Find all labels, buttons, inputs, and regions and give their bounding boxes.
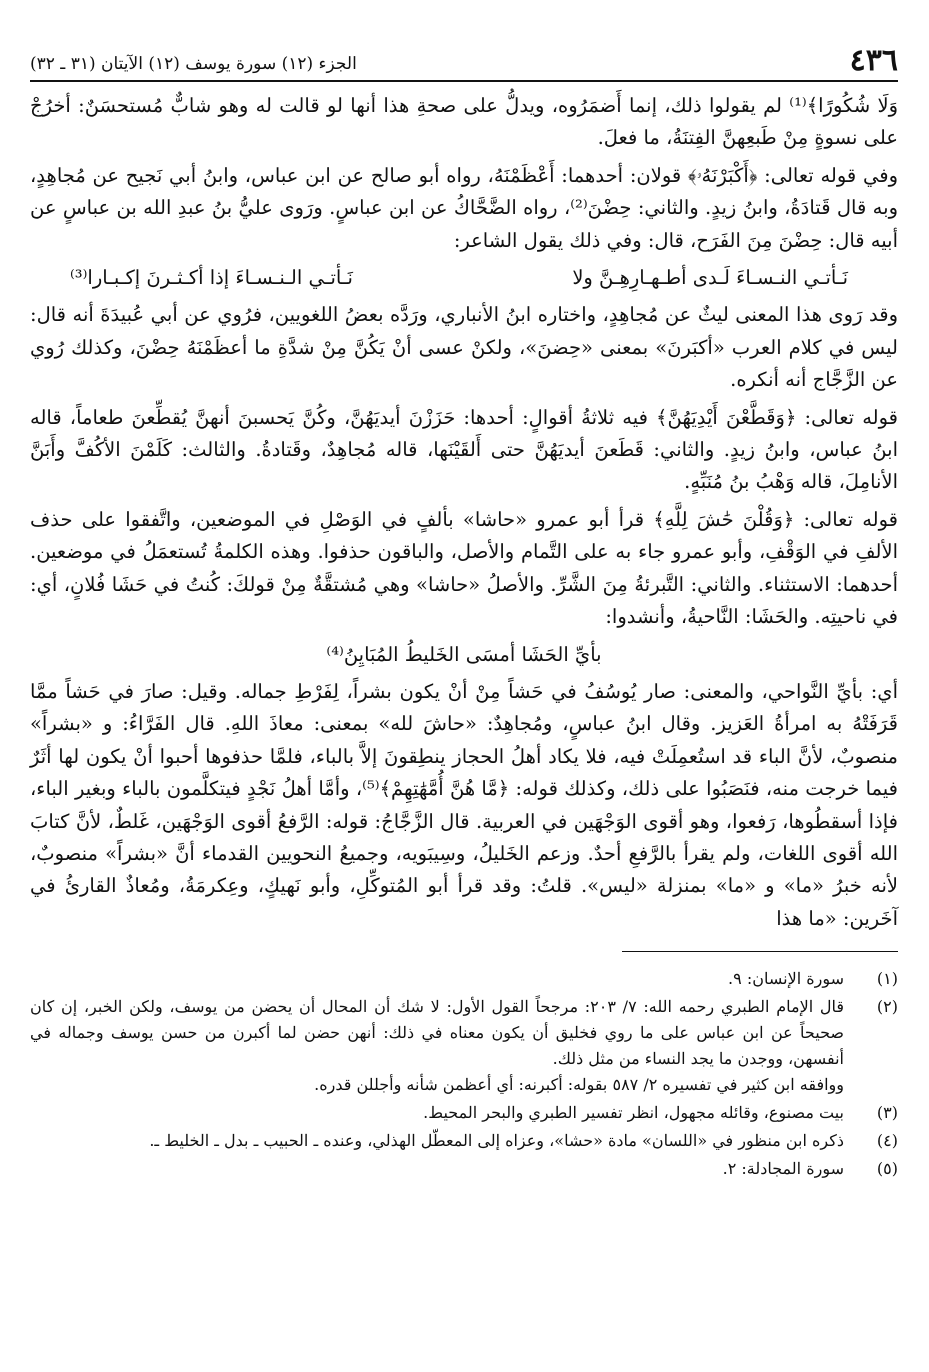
paragraph: قوله تعالى: ﴿وَقُلْنَ حَٰشَ لِلَّهِ﴾ قرأ أبو عمرو «حاشا» بألفٍ في الوَصْلِ في الموضعين، واتَّفقوا على حذف الألفِ في الوَقْفِ، وأبو عمرو جاء به على التَّمام والأصل، والباقون حذفوا. وهذه الكلمةُ تُستعمَلُ في موضعين. أحدهما: الاستثناء. والثاني: التَّبرئةُ مِنَ الشَّرِّ. والأصلُ «حاشا» وهي مُشتقَّةٌ مِنْ قولكَ: كُنتُ في حَشَا فُلانٍ، أي: في ناحيتِه. والحَشَا: النَّاحيةُ، وأنشدوا:: [30, 507, 898, 629]
footnote-number: (٣): [876, 1103, 898, 1123]
footnote-number: (٤): [876, 1131, 898, 1151]
poetry-verse: [30, 262, 898, 294]
paragraph: وقد رَوى هذا المعنى ليثٌ عن مُجاهِدٍ، واختاره ابنُ الأنباري، ورَدَّه بعضُ اللغويين، فرُوي عن أبي عُبيدَةَ أنه قال: ليس في كلام العرب «أكبَرنَ» بمعنى «حِضنَ»، ولكنْ عسى أنْ يَكُنَّ مِنْ شدَّةِ ما أعظَمْنَهُ حِضْنَ، وكذلك رُوي عن الزَّجَّاج أنه أنكره.: [30, 303, 898, 392]
footnotes: [30, 966, 898, 1182]
footnote-line: سورة المجادلة: ٢.: [722, 1159, 844, 1179]
footnote-line: سورة الإنسان: ٩.: [728, 969, 844, 989]
footnote-text: [30, 1156, 844, 1182]
footnote-number: (١): [876, 969, 898, 989]
running-head: الجزء (١٢) سورة يوسف (١٢) الآيتان (٣١ ـ ٣٢): [30, 54, 357, 74]
page: [30, 34, 898, 1184]
poetry-half-verse: بأيِّ الحَشَا أمسَى الخَليطُ المُبَايِنُ⁽⁴⁾: [326, 642, 602, 666]
footnote-text: [30, 994, 844, 1098]
footnote-text: [30, 1128, 844, 1154]
paragraph: وفي قوله تعالى: ﴿أَكْبَرْنَهُۥ﴾ قولان: أحدهما: أَعْظَمْنَهُ، رواه أبو صالح عن ابن عباس، وابنُ أبي نَجيح عن مُجاهِدٍ، وبه قال قَتادَةُ، وابنُ زيدٍ. والثاني: حِضْنَ⁽²⁾، رواه الضَّحَّاكُ عن ابن عباسٍ. ورَوى عليُّ بنُ عبدِ الله بن عباسٍ عن أبيه قال: حِضْنَ مِنَ الفَرَح، قال: وفي ذلك يقول الشاعر:: [30, 163, 898, 252]
page-number: ٤٣٦: [849, 43, 898, 78]
footnote-line: بيت مصنوع، وقائله مجهول، انظر تفسير الطبري والبحر المحيط.: [423, 1103, 844, 1123]
footnote-number: (٢): [876, 997, 898, 1017]
footnote: [30, 1100, 898, 1126]
footnote: [30, 1128, 898, 1154]
paragraph: قوله تعالى: ﴿وَقَطَّعْنَ أَيْدِيَهُنَّ﴾ فيه ثلاثةُ أقوالٍ: أحدها: حَزَزْنَ أيديَهُنَّ، وكُنَّ يَحسبنَ أنهنَّ يُقطِّعنَ طعاماً، قاله ابنُ عباس، وابنُ زيدٍ. والثاني: قَطَعنَ أيديَهُنَّ حتى أَلقَيْنَها، قاله مُجاهِدٌ، وقَتادةُ. والثالث: كَلَمْنَ الأكُفَّ وأَبَنَّ الأنامِلَ، قاله وَهْبُ بنُ مُنَبِّهٍ.: [30, 405, 898, 494]
footnote-separator: [622, 951, 898, 952]
footnote-number: (٥): [876, 1159, 898, 1179]
page-header: [30, 34, 898, 82]
footnote-text: [30, 1100, 844, 1126]
footnote: [30, 994, 898, 1098]
paragraph: أي: بأيِّ النَّواحي، والمعنى: صار يُوسُفُ في حَشاً مِنْ أنْ يكون بشراً، لِفَرْطِ جماله. وقيل: صارَ في حَشاً ممَّا قَرَفَتْهُ به امرأةُ العَزيز. وقال ابنُ عباسٍ، ومُجاهِدٌ: «حاشَ لله» بمعنى: معاذَ اللهِ. قال الفَرَّاءُ: و «بشراً» منصوبٌ، لأنَّ الباء قد استُعمِلَتْ فيه، فلا يكاد أهلُ الحجاز ينطِقونَ إلاَّ بالباء، فلمَّا حذفوها أحبوا أنْ يكون لها أثَرٌ فيما خرجت منه، فنَصَبُوا على ذلك، وكذلك قوله: ﴿مَّا هُنَّ أُمَّهَٰتِهِمْ﴾⁽⁵⁾، وأمَّا أهلُ نَجْدٍ فيتكلَّمون بالباء وبغير الباء، فإذا أسقطُوها، رَفعوا، وهو أقوى الوَجْهَين في العربية. قال الزَّجَّاجُ: قوله: الرَّفعُ أقوى الوَجْهَين، غَلطٌ، لأنَّ كتابَ الله أقوى اللغات، ولم يقرأ بالرَّفعِ أحدٌ. وزعم الخَليلُ، وسِيبَويه، وجميعُ النحويين القدماء أنَّ «بشراً» منصوبٌ، لأنه خبرُ «ما» و «ما» بمنزلة «ليس». قلتُ: وقد قرأ أبو المُتوكِّلِ، وأبو نَهيكٍ، وعِكرمَةُ، ومُعاذٌ القارئُ في آخَرين: «ما هذا: [30, 679, 898, 930]
footnote: [30, 1156, 898, 1182]
verse-hemistich-right: نَـأتـي النـسـاءَ لَـدى أطـهـارِهِـنَّ ولا: [572, 266, 848, 290]
footnote-line: قال الإمام الطبري رحمه الله: ٧/ ٢٠٣: مرجحاً القول الأول: لا شك أن المحال أن يحضن من يوسف، ولكن الخبر، إن كان صحيحاً عن ابن عباس على ما روي فخليق أن يكون معناه في ذلك: أنهن حضن لما أكبرن من حسن يوسف وجماله في أنفسهن، ووجدن ما يجد النساء من مثل ذلك.: [30, 997, 845, 1069]
footnote-line: ووافقه ابن كثير في تفسيره ٢/ ٥٨٧ بقوله: أكبرنه: أي أعظمن شأنه وأجللن قدره.: [314, 1075, 844, 1095]
footnote-line: ذكره ابن منظور في «اللسان» مادة «حشا»، وعزاه إلى المعطّل الهذلي، وعنده ـ الحبيب ـ بدل ـ الخليط ـ.: [149, 1131, 844, 1151]
footnote-text: [30, 966, 844, 992]
paragraph: وَلَا شُكُورًا﴾⁽¹⁾ لم يقولوا ذلك، إنما أَضمَرُوه، ويدلُّ على صحةِ هذا أنها لو قالت له وهو شابٌّ مُستحسَنٌ: أخرُجْ على نسوةٍ مِنْ طَبعِهنَّ الفِتنَةُ، ما فعلَ.: [30, 94, 898, 150]
footnote: [30, 966, 898, 992]
verse-hemistich-left: نَـأتـي الـنـسـاءَ إذا أكـثـرنَ إكـبـارا⁽³⁾: [70, 266, 353, 290]
main-text: [30, 90, 898, 935]
